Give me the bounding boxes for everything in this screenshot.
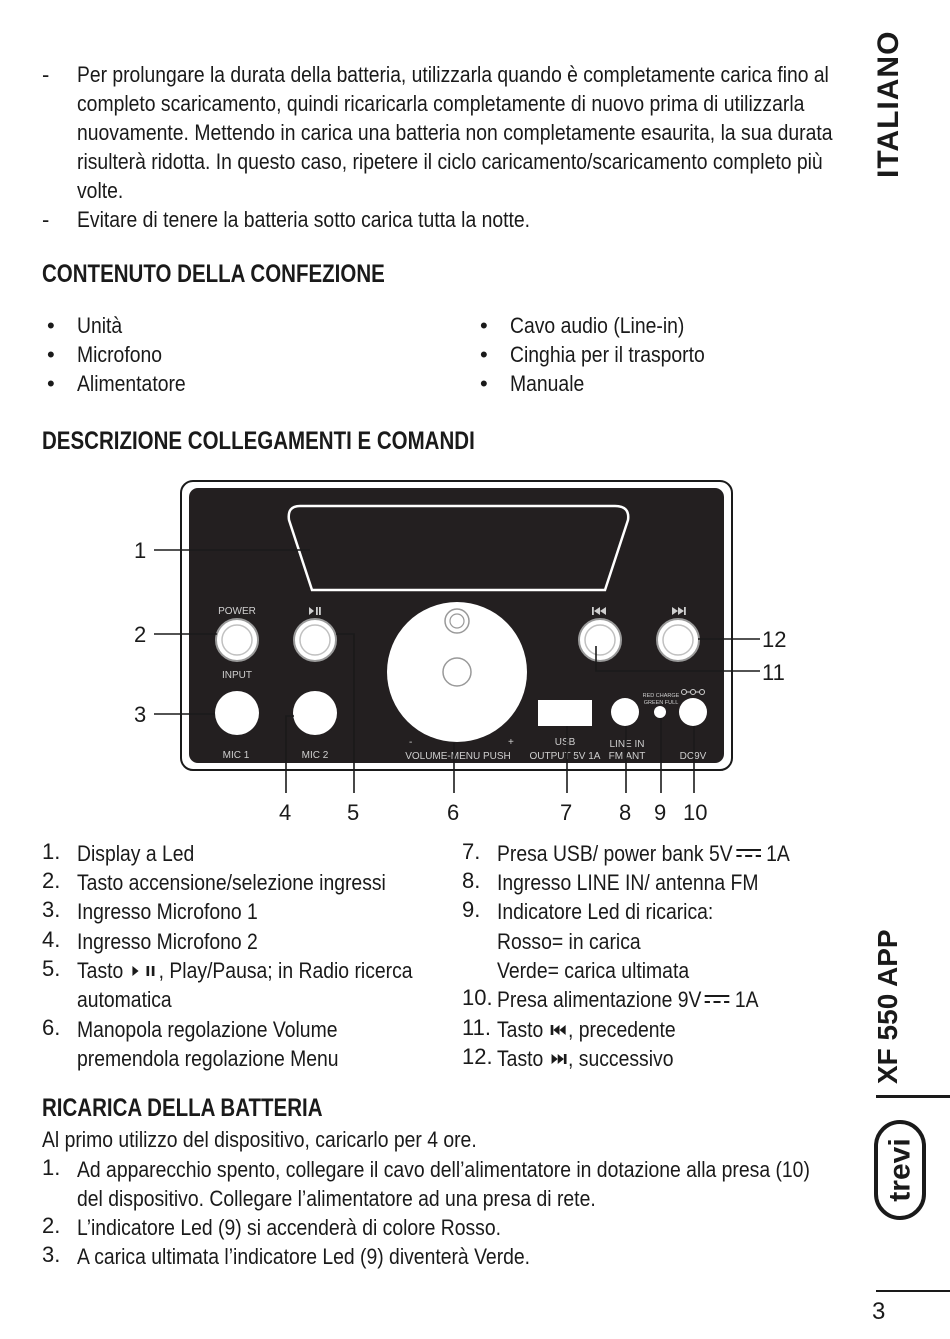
list-item-2: Tasto accensione/selezione ingressi xyxy=(77,870,386,895)
contents-item: Cavo audio (Line-in) xyxy=(510,313,685,338)
usb-port xyxy=(538,700,592,726)
intro-paragraph xyxy=(77,60,936,205)
list-item-4: Ingresso Microfono 2 xyxy=(77,929,258,954)
usb-output-text: OUTPUT 5V 1A xyxy=(529,751,601,762)
list-item-6-cont: premendola regolazione Menu xyxy=(77,1046,339,1071)
callout-11: 11 xyxy=(762,660,785,685)
charging-step-2: L’indicatore Led (9) si accenderà di colore Rosso. xyxy=(77,1215,502,1240)
bullet: • xyxy=(47,342,55,367)
side-divider xyxy=(876,1095,950,1098)
fm-ant-text: FM ANT xyxy=(608,751,646,762)
callout-2: 2 xyxy=(134,622,147,647)
charge-led xyxy=(654,706,666,718)
contents-item: Cinghia per il trasporto xyxy=(510,342,705,367)
contents-heading: CONTENUTO DELLA CONFEZIONE xyxy=(42,260,385,288)
intro-line-6: Evitare di tenere la batteria sotto carica tutta la notte. xyxy=(77,207,531,232)
callout-7: 7 xyxy=(560,800,573,825)
callout-12: 12 xyxy=(762,627,787,652)
line-in-jack xyxy=(611,698,639,726)
list-number: 2. xyxy=(42,1213,61,1238)
mic2-jack xyxy=(293,691,337,735)
bullet: • xyxy=(480,313,488,338)
list-item-11: Tasto , precedente xyxy=(497,1017,676,1042)
charging-heading: RICARICA DELLA BATTERIA xyxy=(42,1094,323,1122)
list-number: 11. xyxy=(462,1015,491,1040)
list-number: 6. xyxy=(42,1015,61,1040)
dc-text: DC9V xyxy=(679,751,707,762)
list-number: 8. xyxy=(462,868,481,893)
contents-item: Microfono xyxy=(77,342,163,367)
list-number: 4. xyxy=(42,927,61,952)
mic1-jack xyxy=(215,691,259,735)
mic2-text: MIC 2 xyxy=(301,750,329,761)
callout-5: 5 xyxy=(347,800,360,825)
list-item-10: Presa alimentazione 9V 1A xyxy=(497,987,759,1012)
contents-item: Unità xyxy=(77,313,123,338)
list-item-8: Ingresso LINE IN/ antenna FM xyxy=(497,870,759,895)
model-tab xyxy=(872,929,904,1084)
next-icon xyxy=(549,1051,568,1067)
charging-step-1: Ad apparecchio spento, collegare il cavo dell’alimentatore in dotazione alla presa (10) xyxy=(77,1157,810,1182)
list-item-9-red: Rosso= in carica xyxy=(497,929,641,954)
list-item-5-cont: automatica xyxy=(77,987,172,1012)
list-number: 1. xyxy=(42,839,61,864)
list-number: 2. xyxy=(42,868,61,893)
intro-note xyxy=(77,205,592,234)
callout-8: 8 xyxy=(619,800,632,825)
dc-symbol-icon xyxy=(734,846,762,860)
list-item-5: Tasto , Play/Pausa; in Radio ricerca xyxy=(77,958,413,983)
callout-4: 4 xyxy=(279,800,292,825)
dc-symbol-icon xyxy=(703,992,731,1006)
model-label: XF 550 APP xyxy=(872,929,903,1084)
input-text: INPUT xyxy=(222,670,252,681)
list-item-3: Ingresso Microfono 1 xyxy=(77,899,258,924)
intro-dash-2: - xyxy=(42,207,50,232)
bullet: • xyxy=(480,371,488,396)
list-number: 7. xyxy=(462,839,481,864)
bullet: • xyxy=(47,313,55,338)
callout-3: 3 xyxy=(134,702,147,727)
charging-step-1-cont: del dispositivo. Collegare l’alimentatore ad una presa di rete. xyxy=(77,1186,596,1211)
bullet: • xyxy=(480,342,488,367)
contents-item: Manuale xyxy=(510,371,585,396)
intro-line-1: Per prolungare la durata della batteria, utilizzarla quando è completamente carica fino al xyxy=(77,62,829,87)
list-number: 1. xyxy=(42,1155,61,1180)
volume-minus: - xyxy=(409,737,413,748)
language-label: ITALIANO xyxy=(872,30,905,178)
device-diagram xyxy=(0,470,870,830)
volume-text: VOLUME-MENU PUSH xyxy=(405,751,511,762)
intro-dash-1: - xyxy=(42,62,50,87)
list-number: 9. xyxy=(462,897,481,922)
callout-1: 1 xyxy=(134,538,147,563)
charging-step-3: A carica ultimata l’indicatore Led (9) diventerà Verde. xyxy=(77,1244,531,1269)
previous-icon xyxy=(549,1022,568,1038)
list-number: 5. xyxy=(42,956,61,981)
line-in-text: LINE IN xyxy=(609,739,645,750)
list-item-1: Display a Led xyxy=(77,841,195,866)
intro-line-2: completo scaricamento, quindi ricaricarla completamente di nuovo prima di utilizzarla xyxy=(77,91,805,116)
list-item-9: Indicatore Led di ricarica: xyxy=(497,899,714,924)
play-pause-icon xyxy=(129,963,159,979)
usb-text: USB xyxy=(554,737,576,748)
footer-divider xyxy=(876,1290,950,1292)
list-number: 3. xyxy=(42,897,61,922)
dc-jack xyxy=(679,698,707,726)
led-green-text: GREEN FULL xyxy=(643,700,679,706)
brand-logo-text: trevi xyxy=(883,1138,917,1202)
mic1-text: MIC 1 xyxy=(222,750,250,761)
list-number: 3. xyxy=(42,1242,61,1267)
list-item-9-green: Verde= carica ultimata xyxy=(497,958,690,983)
contents-item: Alimentatore xyxy=(77,371,186,396)
charging-intro: Al primo utilizzo del dispositivo, caricarlo per 4 ore. xyxy=(42,1127,477,1152)
list-number: 12. xyxy=(462,1044,493,1069)
controls-heading: DESCRIZIONE COLLEGAMENTI E COMANDI xyxy=(42,427,475,455)
page-number: 3 xyxy=(872,1298,886,1325)
list-item-7: Presa USB/ power bank 5V 1A xyxy=(497,841,790,866)
power-text: POWER xyxy=(218,606,256,617)
list-item-6: Manopola regolazione Volume xyxy=(77,1017,338,1042)
callout-10: 10 xyxy=(683,800,708,825)
list-number: 10. xyxy=(462,985,493,1010)
intro-line-5: volte. xyxy=(77,178,124,203)
bullet: • xyxy=(47,371,55,396)
list-item-12: Tasto , successivo xyxy=(497,1046,674,1071)
intro-line-4: risulterà ridotta. In questo caso, ripetere il ciclo caricamento/scaricamento completo più xyxy=(77,149,823,174)
led-red-text: RED CHARGE xyxy=(642,693,680,699)
volume-plus: + xyxy=(508,737,514,748)
callout-9: 9 xyxy=(654,800,667,825)
callout-6: 6 xyxy=(447,800,460,825)
intro-line-3: nuovamente. Mettendo in carica una batteria non completamente esaurita, la sua durata xyxy=(77,120,833,145)
